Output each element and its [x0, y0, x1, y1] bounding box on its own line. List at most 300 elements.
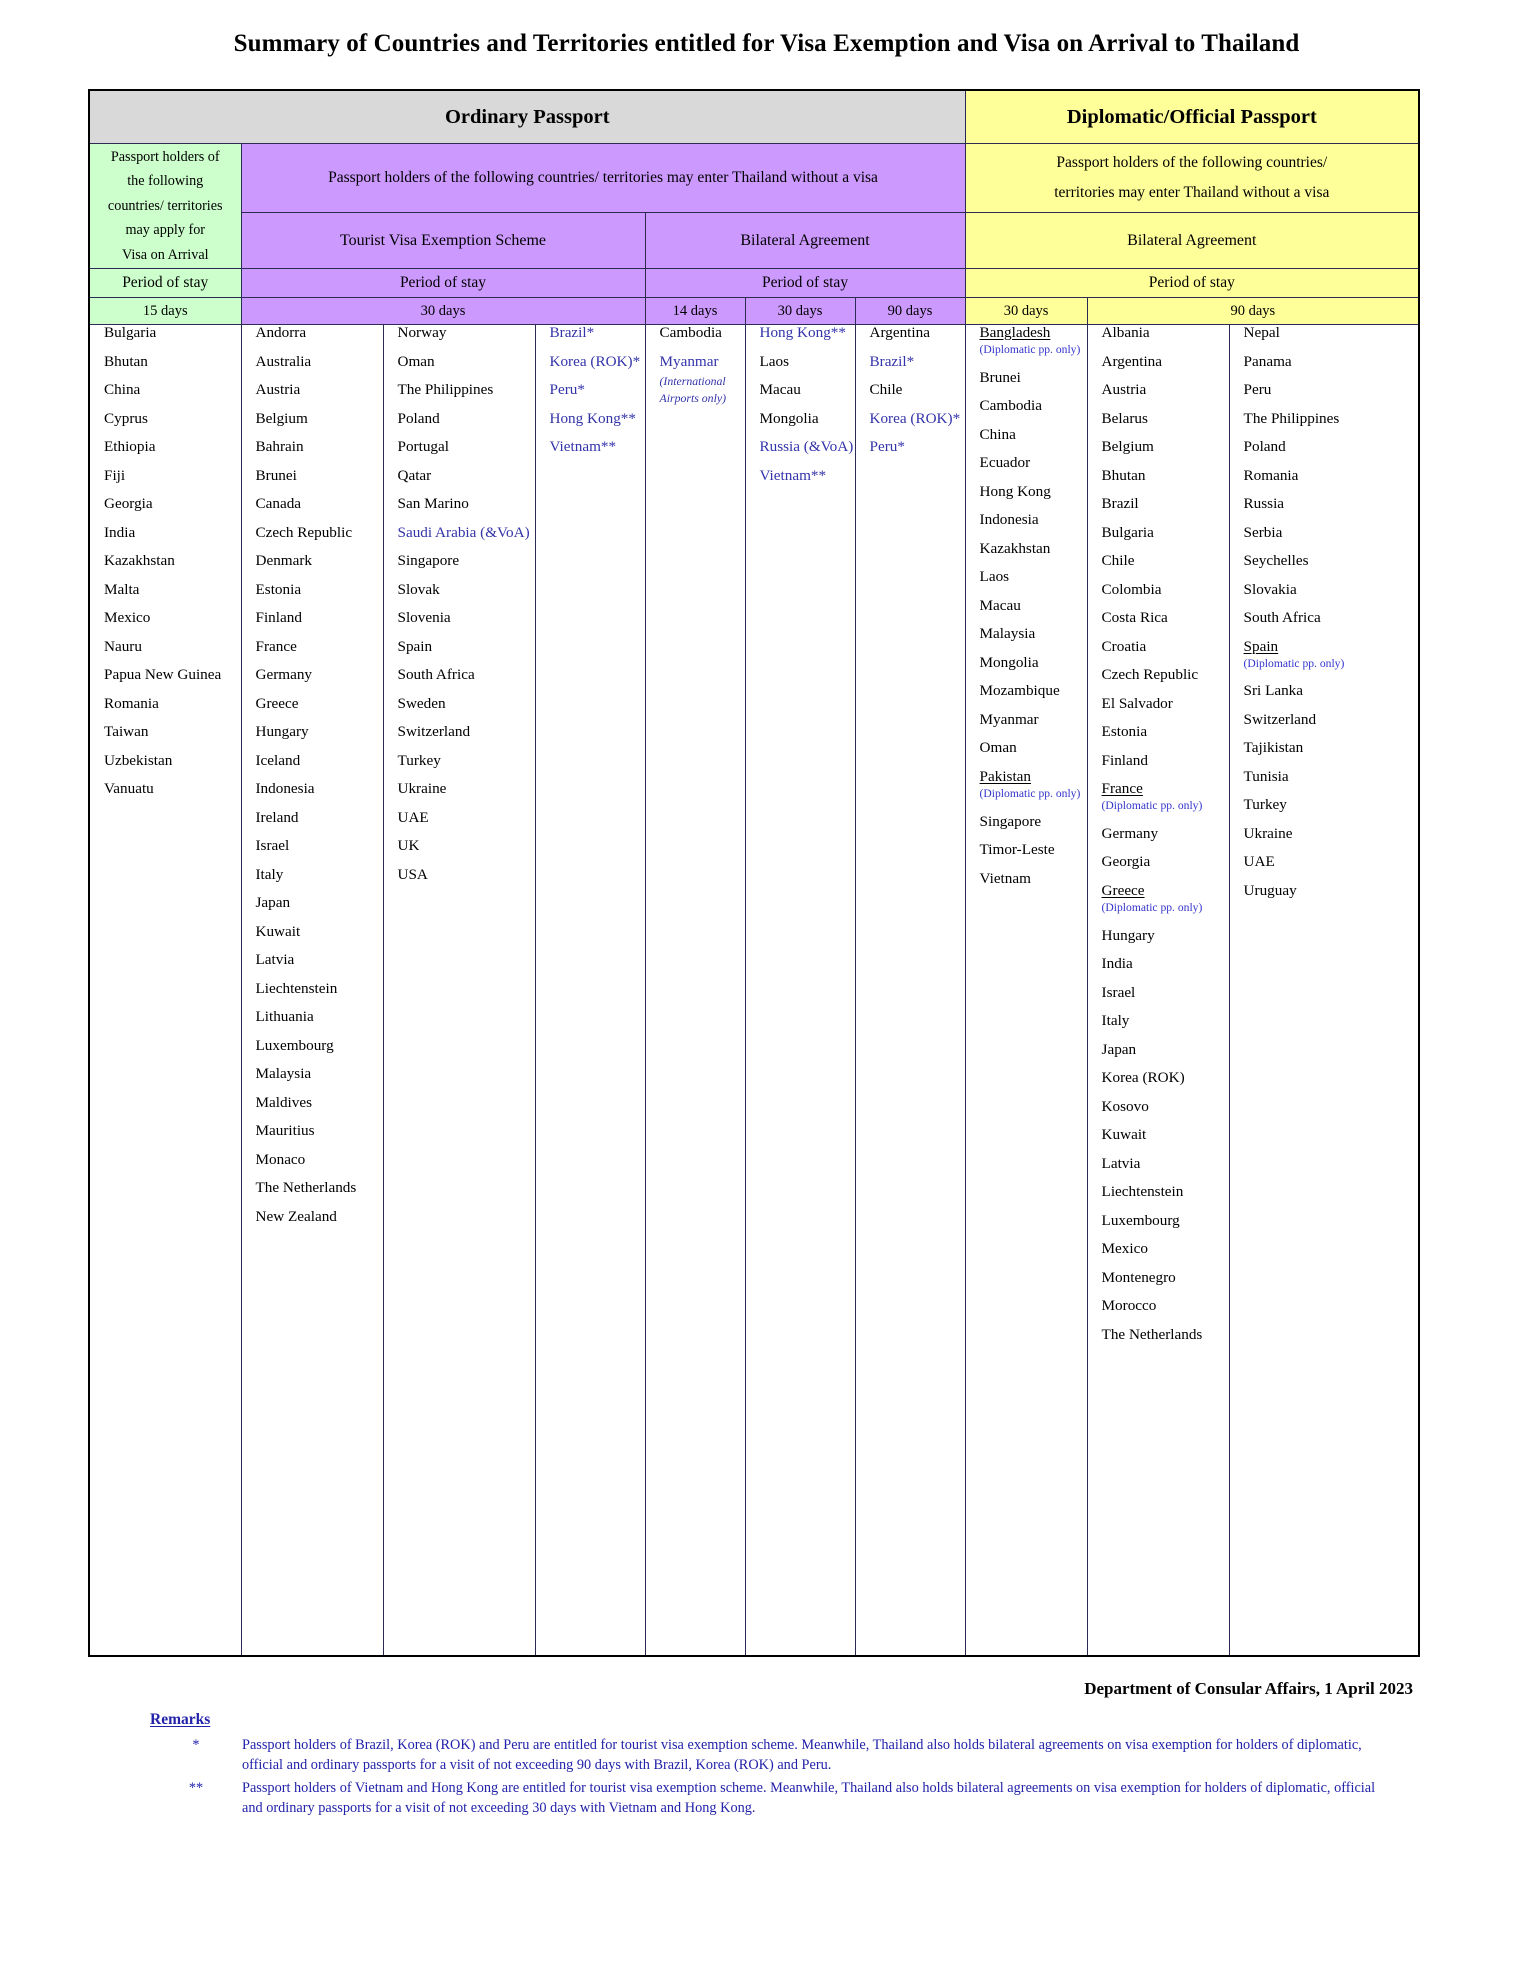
country-name: Israel — [1101, 983, 1136, 1001]
column-voa-15days — [89, 325, 241, 1657]
remark-row — [150, 1735, 1390, 1778]
country-name: Estonia — [1101, 723, 1148, 740]
country-list-item — [760, 468, 849, 497]
country-name: Colombia — [1101, 580, 1162, 598]
country-list-item — [1102, 1241, 1223, 1270]
country-list-item — [398, 610, 529, 639]
country-list-item — [980, 769, 1081, 814]
country-name: Argentina — [869, 324, 930, 341]
country-list-item — [398, 525, 529, 554]
country-name: Denmark — [255, 552, 313, 569]
country-name: Romania — [1243, 466, 1299, 484]
country-list-item — [1102, 854, 1223, 883]
country-list-item — [1102, 781, 1223, 826]
country-list-item — [1102, 883, 1223, 928]
country-list-item — [256, 553, 377, 582]
country-name: Liechtenstein — [255, 979, 338, 997]
country-list-item — [1102, 325, 1223, 354]
country-list-item — [1102, 553, 1223, 582]
country-name: New Zealand — [255, 1207, 337, 1225]
country-name: Greece — [1101, 881, 1145, 899]
voa-desc-line-5: Visa on Arrival — [121, 246, 209, 263]
country-list-item — [398, 781, 529, 810]
country-name: Slovenia — [397, 609, 451, 626]
country-name: Vietnam** — [759, 466, 827, 484]
country-list-item — [1244, 883, 1413, 912]
country-name: Tunisia — [1243, 767, 1289, 785]
country-list-item — [256, 838, 377, 867]
country-list-item — [550, 354, 639, 383]
country-name: Russia (&VoA) — [759, 438, 854, 455]
column-diplomatic-30days — [965, 325, 1087, 1657]
country-name: Chile — [869, 381, 903, 398]
tourist-scheme-header: Tourist Visa Exemption Scheme — [241, 213, 645, 269]
country-name: Slovakia — [1243, 580, 1297, 598]
voa-description-cell — [89, 144, 241, 269]
country-list-item — [980, 871, 1081, 900]
country-name: Austria — [255, 381, 301, 398]
country-name: Czech Republic — [255, 523, 353, 541]
country-name: Korea (ROK)* — [869, 409, 961, 427]
country-list-item — [104, 781, 235, 810]
remark-marker: ** — [188, 1779, 204, 1796]
country-name: Myanmar — [979, 710, 1039, 728]
country-list-bilateral-14days — [646, 325, 745, 421]
country-list-item — [1244, 325, 1413, 354]
country-name: Costa Rica — [1101, 609, 1168, 626]
country-list-item — [104, 354, 235, 383]
country-name: Nepal — [1243, 324, 1280, 341]
country-name: Italy — [1101, 1012, 1130, 1030]
country-list-item — [104, 753, 235, 782]
country-name: Oman — [397, 352, 435, 370]
remarks-table — [150, 1735, 1390, 1820]
country-name: Turkey — [1243, 796, 1287, 814]
period-label-voa: Period of stay — [89, 269, 241, 298]
country-name: Maldives — [255, 1093, 313, 1111]
country-name: Kazakhstan — [104, 552, 175, 569]
country-name: Germany — [255, 666, 313, 683]
country-list-item — [256, 1066, 377, 1095]
country-list-item — [980, 626, 1081, 655]
country-list-item — [104, 325, 235, 354]
country-list-item — [1102, 724, 1223, 753]
country-list-item — [1102, 1270, 1223, 1299]
country-name: Belgium — [255, 409, 308, 427]
country-list-item — [1102, 468, 1223, 497]
country-list-item — [870, 411, 959, 440]
country-list-diplomatic-30days — [966, 325, 1087, 899]
country-list-item — [980, 455, 1081, 484]
country-name: South Africa — [397, 666, 475, 683]
country-note: (Diplomatic pp. only) — [1101, 799, 1203, 813]
country-list-item — [256, 895, 377, 924]
country-list-item — [256, 1123, 377, 1152]
days-bilateral-30: 30 days — [745, 298, 855, 325]
country-list-item — [256, 1180, 377, 1209]
country-list-bilateral-90days — [856, 325, 965, 468]
country-name: Bulgaria — [1101, 523, 1154, 541]
country-name: Ecuador — [979, 454, 1031, 472]
country-list-voa-15days — [90, 325, 241, 810]
country-name: Chile — [1101, 552, 1135, 569]
bilateral-scheme-header: Bilateral Agreement — [645, 213, 965, 269]
country-name: Argentina — [1101, 352, 1163, 370]
country-name: Montenegro — [1101, 1268, 1176, 1286]
country-list-item — [104, 468, 235, 497]
country-name: Macau — [759, 381, 801, 398]
voa-desc-line-3: countries/ territories — [107, 197, 223, 214]
country-list-item — [104, 667, 235, 696]
country-list-item — [1244, 854, 1413, 883]
country-name: Mongolia — [759, 409, 819, 427]
country-list-tourist-30days-c — [536, 325, 645, 468]
country-name: Israel — [255, 837, 290, 854]
header-row-schemes — [89, 213, 1419, 269]
country-list-item — [660, 354, 739, 422]
country-list-item — [398, 810, 529, 839]
country-list-item — [980, 512, 1081, 541]
country-list-item — [1102, 1070, 1223, 1099]
country-list-item — [398, 867, 529, 896]
country-list-item — [256, 1209, 377, 1238]
country-list-item — [104, 724, 235, 753]
column-diplomatic-90days-a — [1087, 325, 1229, 1657]
country-list-item — [256, 496, 377, 525]
country-list-item — [980, 370, 1081, 399]
days-voa: 15 days — [89, 298, 241, 325]
country-list-item — [398, 582, 529, 611]
country-name: Finland — [255, 609, 302, 626]
country-name: Uruguay — [1243, 881, 1297, 899]
country-list-item — [1244, 496, 1413, 525]
country-list-item — [398, 724, 529, 753]
country-list-item — [1244, 439, 1413, 468]
country-list-item — [1244, 740, 1413, 769]
country-list-item — [1244, 683, 1413, 712]
country-list-item — [1102, 1013, 1223, 1042]
country-note-italic: (International Airports only) — [659, 373, 727, 406]
country-list-item — [980, 740, 1081, 769]
country-name: Indonesia — [255, 780, 315, 797]
country-name: Belarus — [1101, 409, 1148, 427]
country-name: Malaysia — [979, 625, 1036, 643]
country-list-item — [398, 325, 529, 354]
country-name: Russia — [1243, 495, 1285, 512]
country-name: Malta — [104, 580, 140, 598]
country-list-item — [256, 696, 377, 725]
country-name: Canada — [255, 495, 302, 512]
country-name: Kuwait — [255, 922, 301, 940]
country-list-item — [1102, 696, 1223, 725]
page-title: Summary of Countries and Territories entitled for Visa Exemption and Visa on Arrival to Thailand — [233, 30, 1300, 57]
country-name: Cambodia — [979, 397, 1042, 415]
column-tourist-30days-a — [241, 325, 383, 1657]
country-name: Spain — [1243, 637, 1279, 655]
country-name: Albania — [1101, 324, 1150, 341]
country-name: Luxembourg — [1101, 1211, 1180, 1229]
department-line: Department of Consular Affairs, 1 April 2023 — [1084, 1679, 1413, 1698]
country-list-item — [398, 411, 529, 440]
country-list-item — [398, 468, 529, 497]
country-list-item — [980, 427, 1081, 456]
country-list-item — [398, 553, 529, 582]
country-name: UAE — [1243, 853, 1275, 871]
country-name: Iceland — [255, 751, 301, 769]
remarks-body — [150, 1735, 1390, 1820]
country-name: Tajikistan — [1243, 739, 1304, 757]
country-name: Estonia — [255, 580, 302, 598]
column-tourist-30days-c — [535, 325, 645, 1657]
country-list-item — [104, 496, 235, 525]
country-list-item — [980, 683, 1081, 712]
country-list-item — [980, 484, 1081, 513]
country-name: Mongolia — [979, 653, 1039, 671]
country-name: Ukraine — [397, 780, 447, 797]
country-name: Ireland — [255, 808, 299, 826]
country-name: Switzerland — [397, 723, 471, 740]
country-list-bilateral-30days — [746, 325, 855, 496]
country-list-item — [256, 810, 377, 839]
country-list-item — [256, 1152, 377, 1181]
country-list-item — [256, 354, 377, 383]
country-name: Hungary — [255, 723, 309, 740]
country-list-item — [398, 753, 529, 782]
country-name: Cyprus — [104, 409, 148, 427]
country-name: Indonesia — [979, 511, 1039, 529]
country-name: Brazil* — [549, 324, 595, 341]
country-list-item — [550, 382, 639, 411]
country-name: Ukraine — [1243, 824, 1293, 842]
country-list-item — [1244, 769, 1413, 798]
country-list-item — [1244, 712, 1413, 741]
country-list-diplomatic-90days-a — [1088, 325, 1229, 1355]
header-row-period — [89, 269, 1419, 298]
diplomatic-passport-header: Diplomatic/Official Passport — [965, 90, 1419, 144]
country-name: Nauru — [104, 637, 142, 655]
country-name: Hong Kong** — [759, 324, 846, 341]
country-list-item — [980, 712, 1081, 741]
country-name: Bahrain — [255, 438, 304, 455]
country-name: Malaysia — [255, 1065, 312, 1082]
country-name: Seychelles — [1243, 552, 1309, 569]
country-list-item — [760, 382, 849, 411]
country-list-item — [1102, 667, 1223, 696]
country-name: Laos — [979, 568, 1010, 586]
country-name: The Philippines — [397, 381, 494, 398]
country-list-item — [1102, 496, 1223, 525]
country-name: Bulgaria — [104, 324, 157, 341]
country-list-item — [398, 667, 529, 696]
country-list-item — [550, 439, 639, 468]
country-list-item — [256, 468, 377, 497]
country-name: Vanuatu — [104, 780, 154, 797]
country-name: France — [255, 637, 297, 655]
period-label-bilateral: Period of stay — [645, 269, 965, 298]
country-name: Korea (ROK)* — [549, 352, 641, 370]
country-list-item — [256, 753, 377, 782]
country-name: Laos — [759, 352, 790, 370]
bilateral-diplomatic-scheme-header: Bilateral Agreement — [965, 213, 1419, 269]
country-list-item — [256, 724, 377, 753]
column-bilateral-90days — [855, 325, 965, 1657]
country-list-item — [1102, 411, 1223, 440]
country-name: Croatia — [1101, 637, 1147, 655]
country-list-item — [1102, 1099, 1223, 1128]
country-list-item — [980, 325, 1081, 370]
country-list-item — [870, 325, 959, 354]
country-list-item — [1102, 382, 1223, 411]
visa-summary-table — [88, 89, 1420, 1657]
country-list-item — [1102, 1184, 1223, 1213]
country-list-item — [256, 924, 377, 953]
days-diplomatic-90: 90 days — [1087, 298, 1419, 325]
country-list-item — [1244, 354, 1413, 383]
country-list-item — [398, 696, 529, 725]
country-name: Bangladesh — [979, 324, 1051, 341]
country-name: China — [979, 425, 1016, 443]
country-name: The Netherlands — [1101, 1325, 1203, 1343]
country-list-item — [256, 781, 377, 810]
country-name: Peru* — [549, 381, 585, 398]
country-name: Romania — [104, 694, 159, 712]
country-list-item — [1102, 610, 1223, 639]
country-name: Brunei — [255, 466, 297, 484]
voa-desc-line-1: Passport holders of — [110, 148, 220, 165]
country-list-item — [980, 598, 1081, 627]
country-list-item — [870, 439, 959, 468]
country-list-item — [104, 382, 235, 411]
header-row-passport-type — [89, 90, 1419, 144]
column-bilateral-14days — [645, 325, 745, 1657]
country-list-item — [1244, 553, 1413, 582]
country-name: Vietnam — [979, 869, 1031, 887]
country-name: UAE — [397, 808, 429, 826]
country-list-item — [1102, 753, 1223, 782]
country-list-item — [256, 439, 377, 468]
country-name: Poland — [397, 409, 440, 427]
country-name: Oman — [979, 739, 1017, 757]
country-list-item — [980, 814, 1081, 843]
country-name: Macau — [979, 596, 1021, 614]
country-list-item — [760, 411, 849, 440]
diplomatic-desc-line-2: territories may enter Thailand without a visa — [1054, 184, 1330, 201]
country-list-item — [256, 667, 377, 696]
country-list-item — [1244, 639, 1413, 684]
country-name: Myanmar — [659, 352, 719, 370]
country-list-item — [760, 354, 849, 383]
country-list-item — [398, 838, 529, 867]
country-name: France — [1101, 780, 1143, 797]
country-name: South Africa — [1243, 609, 1321, 626]
country-name: Fiji — [104, 466, 126, 484]
country-lists-row — [89, 325, 1419, 1657]
country-list-item — [1102, 1042, 1223, 1071]
country-list-item — [980, 655, 1081, 684]
country-list-tourist-30days-b — [384, 325, 535, 895]
country-name: Morocco — [1101, 1297, 1157, 1315]
country-name: Sri Lanka — [1243, 682, 1304, 700]
country-note: (Diplomatic pp. only) — [1243, 656, 1345, 670]
country-list-item — [104, 610, 235, 639]
country-name: China — [104, 381, 141, 398]
country-name: Slovak — [397, 580, 440, 598]
country-list-item — [256, 525, 377, 554]
country-list-item — [759, 438, 854, 468]
country-list-item — [256, 981, 377, 1010]
country-name: Peru* — [869, 438, 905, 455]
country-list-item — [760, 325, 849, 354]
country-list-item — [256, 1095, 377, 1124]
country-list-item — [256, 1009, 377, 1038]
country-list-item — [256, 639, 377, 668]
country-list-item — [398, 439, 529, 468]
country-name: Austria — [1101, 381, 1147, 398]
country-name: UK — [397, 837, 420, 854]
country-list-item — [104, 582, 235, 611]
remarks-section — [0, 1699, 1533, 1820]
country-list-item — [1102, 439, 1223, 468]
country-note: (Diplomatic pp. only) — [979, 787, 1081, 801]
country-name: Hungary — [1101, 926, 1155, 944]
country-list-item — [1244, 468, 1413, 497]
country-name: Czech Republic — [1101, 666, 1199, 683]
remark-text: Passport holders of Brazil, Korea (ROK) and Peru are entitled for tourist visa exemption scheme. Meanwhile, Thailand also holds bilateral agreements on visa exemption for holders of diplomatic, official and ordinary passports for a visit of not exceeding 90 days with Brazil, Korea (ROK) and Peru. — [242, 1737, 1362, 1774]
days-diplomatic-30: 30 days — [965, 298, 1087, 325]
country-name: Japan — [255, 894, 291, 911]
country-name: Norway — [397, 324, 447, 341]
country-name: Ethiopia — [104, 438, 156, 455]
country-name: Kazakhstan — [979, 539, 1051, 557]
country-list-item — [1102, 1127, 1223, 1156]
country-name: Poland — [1243, 438, 1286, 455]
country-list-item — [256, 952, 377, 981]
country-list-item — [1102, 985, 1223, 1014]
country-name: Saudi Arabia (&VoA) — [397, 523, 530, 541]
country-name: Mexico — [1101, 1240, 1148, 1258]
country-list-tourist-30days-a — [242, 325, 383, 1237]
voa-desc-line-4: may apply for — [125, 222, 206, 239]
country-note: (Diplomatic pp. only) — [1101, 901, 1203, 915]
country-name: Vietnam** — [549, 438, 617, 455]
country-list-item — [1244, 382, 1413, 411]
country-list-item — [1244, 525, 1413, 554]
country-list-item — [256, 325, 377, 354]
country-name: Uzbekistan — [104, 751, 173, 769]
column-tourist-30days-b — [383, 325, 535, 1657]
voa-desc-line-2: the following — [127, 173, 204, 190]
country-list-item — [104, 439, 235, 468]
days-tourist: 30 days — [241, 298, 645, 325]
country-name: Brazil* — [869, 352, 915, 370]
country-name: Korea (ROK) — [1101, 1069, 1185, 1087]
period-label-diplomatic: Period of stay — [965, 269, 1419, 298]
country-name: Mexico — [104, 609, 151, 626]
country-list-item — [870, 354, 959, 383]
country-name: Peru — [1243, 381, 1272, 398]
country-list-item — [550, 325, 639, 354]
country-name: Papua New Guinea — [104, 666, 222, 683]
country-name: Latvia — [255, 951, 295, 968]
country-list-item — [398, 496, 529, 525]
country-list-item — [870, 382, 959, 411]
country-list-item — [104, 411, 235, 440]
country-list-item — [550, 411, 639, 440]
country-list-item — [1244, 411, 1413, 440]
country-name: Brunei — [979, 368, 1021, 386]
country-name: Switzerland — [1243, 710, 1317, 728]
country-list-item — [398, 639, 529, 668]
